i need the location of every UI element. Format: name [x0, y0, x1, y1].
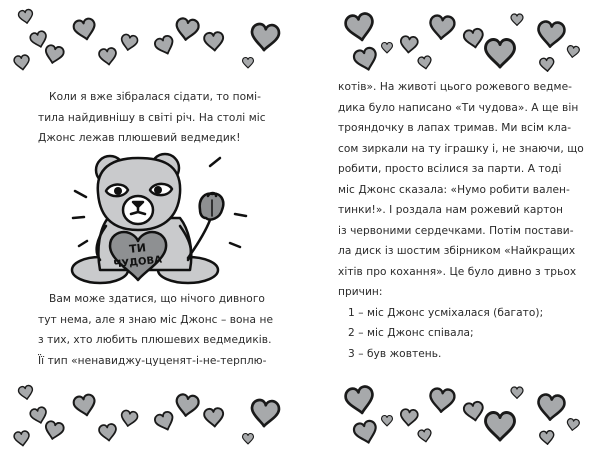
heart-label-line2: ЧУДОВА [113, 254, 163, 271]
paragraph-line: тинки!». І роздала нам рожевий картон [338, 204, 563, 216]
paragraph-line: Вам може здатися, що нічого дивного [49, 293, 265, 305]
heart-icon [0, 0, 300, 80]
paragraph-line: дика було написано «Ти чудова». А ще він [338, 102, 579, 114]
hearts-decoration-top [0, 0, 300, 80]
paragraph-line: із червоними сердечками. Потім постави- [338, 225, 574, 237]
list-item: 1 – міс Джонс усміхалася (багато); [348, 307, 544, 319]
hearts-decoration-bottom [0, 375, 300, 455]
hearts-decoration-bottom [300, 373, 600, 453]
paragraph-line: причин: [338, 286, 383, 298]
paragraph-line: трояндочку в лапах тримав. Ми всім кла- [338, 122, 572, 134]
hearts-decoration-top [300, 0, 600, 80]
paragraph-line: котів». На животі цього рожевого ведме- [338, 81, 573, 93]
paragraph-line: ла диск із шостим збірником «Найкращих [338, 245, 576, 257]
paragraph-line: Її тип «ненавиджу-цуценят-і-не-терплю- [38, 355, 267, 367]
paragraph-line: міс Джонс сказала: «Нумо робити вален- [338, 184, 570, 196]
paragraph-line: тила найдивнішу в світі річ. На столі міс [38, 112, 266, 124]
heart-icon [300, 373, 600, 453]
paragraph-line: Коли я вже зібралася сідати, то помі- [49, 91, 262, 103]
right-page [300, 0, 600, 460]
list-item: 3 – був жовтень. [348, 348, 442, 360]
paragraph-line: сом зиркали на ту іграшку і, не знаючи, що [338, 143, 584, 155]
teddy-bear-illustration [70, 148, 260, 288]
paragraph-line: хітів про кохання». Це було дивно з трьох [338, 266, 577, 278]
heart-label-line1: ТИ [128, 241, 147, 256]
paragraph-line: тут нема, але я знаю міс Джонс – вона не [38, 314, 274, 326]
paragraph-line: з тих, хто любить плюшевих ведмедиків. [38, 334, 272, 346]
paragraph-line: робити, просто всілися за парти. А тоді [338, 163, 562, 175]
list-item: 2 – міс Джонс співала; [348, 327, 474, 339]
paragraph-line: Джонс лежав плюшевий ведмедик! [38, 132, 241, 144]
heart-icon [300, 0, 600, 80]
heart-icon [0, 375, 300, 455]
